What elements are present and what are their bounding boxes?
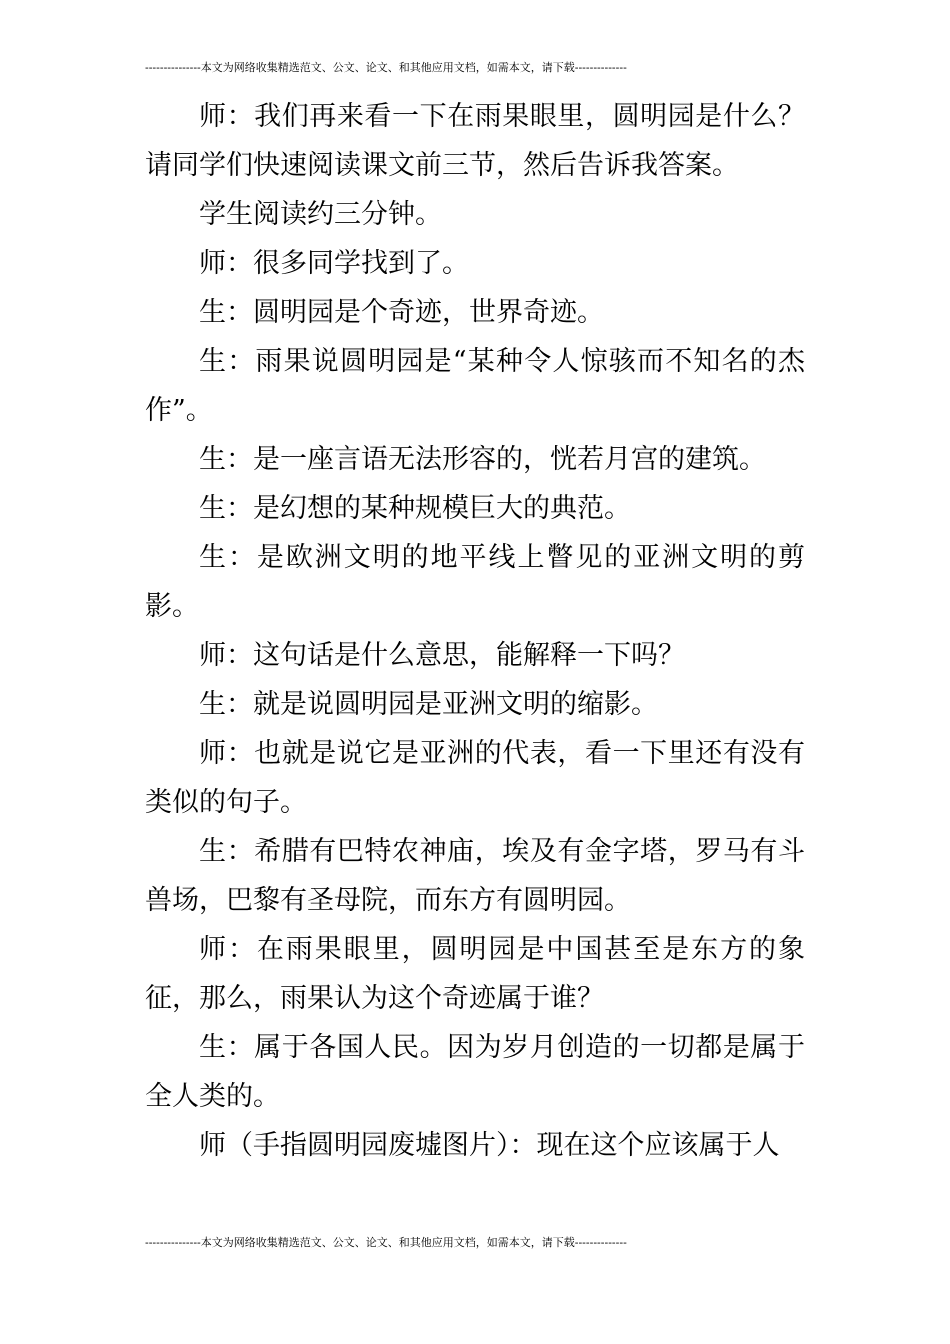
- page-header: ---------------本文为网络收集精选范文、公文、论文、和其他应用文档，如需本文，请下载--------------: [145, 61, 627, 74]
- page-footer: ---------------本文为网络收集精选范文、公文、论文、和其他应用文档，如需本文，请下载--------------: [145, 1236, 627, 1249]
- paragraph: 生：是一座言语无法形容的，恍若月宫的建筑。: [199, 444, 766, 475]
- paragraph: 生：属于各国人民。因为岁月创造的一切都是属于全人类的。: [145, 1032, 805, 1112]
- paragraph: 师：这句话是什么意思，能解释一下吗？: [199, 640, 685, 671]
- paragraph: 师：我们再来看一下在雨果眼里，圆明园是什么？请同学们快速阅读课文前三节，然后告诉我答案。: [145, 101, 805, 181]
- paragraph: 生：希腊有巴特农神庙，埃及有金字塔，罗马有斗兽场，巴黎有圣母院，而东方有圆明园。: [145, 836, 805, 916]
- paragraph: 师：在雨果眼里，圆明园是中国甚至是东方的象征，那么，雨果认为这个奇迹属于谁？: [145, 934, 805, 1014]
- paragraph: 师：很多同学找到了。: [199, 248, 469, 279]
- paragraph: 师：也就是说它是亚洲的代表，看一下里还有没有类似的句子。: [145, 738, 805, 818]
- paragraph: 生：雨果说圆明园是“某种令人惊骇而不知名的杰作”。: [145, 346, 805, 426]
- paragraph: 学生阅读约三分钟。: [199, 199, 442, 230]
- paragraph: 师（手指圆明园废墟图片）：现在这个应该属于人: [199, 1130, 780, 1161]
- paragraph: 生：是幻想的某种规模巨大的典范。: [199, 493, 631, 524]
- paragraph: 生：圆明园是个奇迹，世界奇迹。: [199, 297, 604, 328]
- paragraph: 生：就是说圆明园是亚洲文明的缩影。: [199, 689, 658, 720]
- paragraph: 生：是欧洲文明的地平线上瞥见的亚洲文明的剪影。: [145, 542, 805, 622]
- document-body: [145, 92, 805, 1170]
